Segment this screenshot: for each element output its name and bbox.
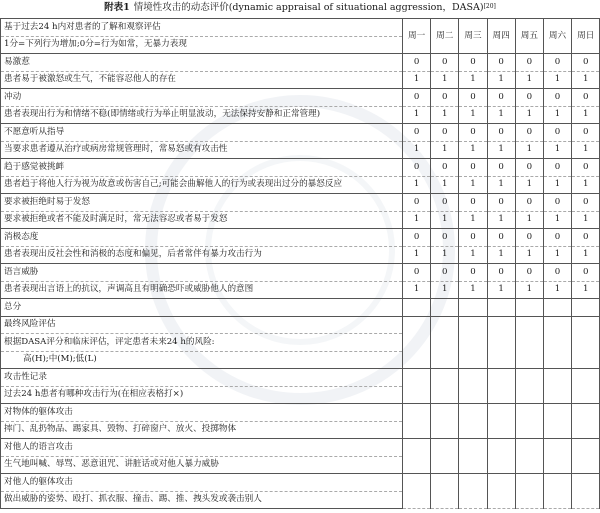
behavior-mark-cell[interactable] [515, 439, 543, 474]
item-score-1-day-cell[interactable]: 1 [403, 281, 431, 299]
behavior-mark-cell[interactable] [543, 404, 571, 439]
item-score-1-day-cell[interactable]: 1 [487, 176, 515, 194]
item-score-1-day-cell[interactable]: 1 [431, 281, 459, 299]
item-score-1-day-cell[interactable]: 1 [431, 106, 459, 124]
item-name: 趋于感觉被挑衅 [1, 159, 403, 177]
item-score-1-day-cell[interactable]: 1 [543, 106, 571, 124]
item-score-0-day-cell[interactable]: 0 [515, 264, 543, 282]
attack-record-instruction: 过去24 h患者有哪种攻击行为(在相应表格打×) [1, 386, 403, 404]
risk-title: 最终风险评估 [1, 316, 403, 334]
behavior-mark-cell[interactable] [487, 474, 515, 509]
day-header: 周日 [572, 19, 600, 54]
item-score-0-day-cell[interactable]: 0 [431, 124, 459, 142]
item-score-1-day-cell[interactable]: 1 [487, 106, 515, 124]
day-header: 周三 [459, 19, 487, 54]
total-score-day-cell[interactable] [487, 299, 515, 317]
item-score-0-day-cell[interactable]: 0 [543, 159, 571, 177]
item-name: 消极态度 [1, 229, 403, 247]
dasa-table [0, 18, 600, 509]
item-score-0-day-cell[interactable]: 0 [403, 89, 431, 107]
item-score-0-day-cell[interactable]: 0 [515, 54, 543, 72]
risk-levels: 高(H);中(M);低(L) [1, 351, 403, 369]
item-score-0-day-cell[interactable]: 0 [431, 229, 459, 247]
behavior-mark-cell[interactable] [459, 474, 487, 509]
behavior-mark-cell[interactable] [543, 474, 571, 509]
item-score-0-day-cell[interactable]: 0 [459, 264, 487, 282]
item-score-0-day-cell[interactable]: 0 [487, 229, 515, 247]
item-score-0-day-cell[interactable]: 0 [572, 229, 600, 247]
item-score-0-day-cell[interactable]: 0 [431, 264, 459, 282]
item-name: 易激惹 [1, 54, 403, 72]
item-score-1-day-cell[interactable]: 1 [459, 141, 487, 159]
caption-title: 情境性攻击的动态评价(dynamic appraisal of situational aggression，DASA) [133, 2, 484, 13]
item-score-1-day-cell[interactable]: 1 [459, 246, 487, 264]
attack-day-cell [431, 369, 459, 404]
behavior-description: 做出威胁的姿势、殴打、抓衣服、撞击、踢、推、拽头发或袭击别人 [1, 491, 403, 509]
item-description: 当要求患者遵从治疗或病房常规管理时，常易怒或有攻击性 [1, 141, 403, 159]
item-score-1-day-cell[interactable]: 1 [459, 281, 487, 299]
item-score-0-day-cell[interactable]: 0 [543, 194, 571, 212]
item-score-1-day-cell[interactable]: 1 [572, 71, 600, 89]
item-score-1-day-cell[interactable]: 1 [572, 106, 600, 124]
item-score-1-day-cell[interactable]: 1 [487, 71, 515, 89]
header-basis-text: 基于过去24 h内对患者的了解和观察评估 [1, 19, 403, 37]
attack-day-cell [403, 369, 431, 404]
item-score-0-day-cell[interactable]: 0 [543, 264, 571, 282]
item-description: 患者表现出言语上的抗议，声调高且有明确恐吓或威胁他人的意图 [1, 281, 403, 299]
attack-day-cell [487, 369, 515, 404]
item-score-1-day-cell[interactable]: 1 [403, 246, 431, 264]
item-score-1-day-cell[interactable]: 1 [572, 176, 600, 194]
item-score-0-day-cell[interactable]: 0 [459, 194, 487, 212]
item-score-1-day-cell[interactable]: 1 [543, 71, 571, 89]
attack-record-title: 攻击性记录 [1, 369, 403, 387]
behavior-name: 对物体的躯体攻击 [1, 404, 403, 422]
item-score-0-day-cell[interactable]: 0 [459, 54, 487, 72]
item-score-1-day-cell[interactable]: 1 [572, 211, 600, 229]
behavior-mark-cell[interactable] [572, 439, 600, 474]
risk-day-cell[interactable] [515, 316, 543, 369]
item-score-0-day-cell[interactable]: 0 [459, 159, 487, 177]
item-score-0-day-cell[interactable]: 0 [515, 194, 543, 212]
total-score-day-cell[interactable] [431, 299, 459, 317]
item-name: 冲动 [1, 89, 403, 107]
item-score-0-day-cell[interactable]: 0 [459, 89, 487, 107]
total-score-label: 总分 [1, 299, 403, 317]
item-score-1-day-cell[interactable]: 1 [403, 176, 431, 194]
item-name: 不愿意听从指导 [1, 124, 403, 142]
item-score-0-day-cell[interactable]: 0 [572, 194, 600, 212]
caption-label: 附表1 [104, 2, 130, 13]
item-description: 患者趋于将他人行为视为故意或伤害自己;可能会曲解他人的行为或表现出过分的暴怒反应 [1, 176, 403, 194]
item-score-1-day-cell[interactable]: 1 [572, 281, 600, 299]
behavior-name: 对他人的语言攻击 [1, 439, 403, 457]
behavior-mark-cell[interactable] [543, 439, 571, 474]
item-score-1-day-cell[interactable]: 1 [487, 211, 515, 229]
behavior-mark-cell[interactable] [403, 439, 431, 474]
behavior-mark-cell[interactable] [431, 474, 459, 509]
table-caption [0, 2, 600, 14]
item-score-0-day-cell[interactable]: 0 [403, 54, 431, 72]
item-score-0-day-cell[interactable]: 0 [543, 54, 571, 72]
day-header: 周六 [543, 19, 571, 54]
item-score-0-day-cell[interactable]: 0 [459, 124, 487, 142]
total-score-day-cell[interactable] [515, 299, 543, 317]
item-score-1-day-cell[interactable]: 1 [431, 246, 459, 264]
behavior-description: 生气地叫喊、辱骂、恶意诅咒、讲脏话或对他人暴力威胁 [1, 456, 403, 474]
item-score-0-day-cell[interactable]: 0 [459, 229, 487, 247]
item-score-1-day-cell[interactable]: 1 [515, 246, 543, 264]
caption-reference: [20] [483, 3, 496, 10]
item-score-0-day-cell[interactable]: 0 [403, 159, 431, 177]
item-score-1-day-cell[interactable]: 1 [543, 141, 571, 159]
total-score-day-cell[interactable] [543, 299, 571, 317]
item-score-0-day-cell[interactable]: 0 [431, 159, 459, 177]
item-score-1-day-cell[interactable]: 1 [431, 211, 459, 229]
day-header: 周五 [515, 19, 543, 54]
item-description: 要求被拒绝或者不能及时满足时，常无法容忍或者易于发怒 [1, 211, 403, 229]
risk-instruction: 根据DASA评分和临床评估，评定患者未来24 h的风险: [1, 334, 403, 352]
item-score-1-day-cell[interactable]: 1 [515, 211, 543, 229]
item-score-0-day-cell[interactable]: 0 [431, 194, 459, 212]
item-score-0-day-cell[interactable]: 0 [572, 264, 600, 282]
item-score-0-day-cell[interactable]: 0 [431, 54, 459, 72]
attack-day-cell [459, 369, 487, 404]
item-score-1-day-cell[interactable]: 1 [487, 141, 515, 159]
item-score-1-day-cell[interactable]: 1 [515, 176, 543, 194]
item-score-1-day-cell[interactable]: 1 [431, 71, 459, 89]
item-score-0-day-cell[interactable]: 0 [487, 194, 515, 212]
item-score-0-day-cell[interactable]: 0 [515, 124, 543, 142]
item-score-0-day-cell[interactable]: 0 [487, 54, 515, 72]
item-score-1-day-cell[interactable]: 1 [431, 141, 459, 159]
item-score-0-day-cell[interactable]: 0 [572, 124, 600, 142]
item-score-1-day-cell[interactable]: 1 [543, 246, 571, 264]
item-score-1-day-cell[interactable]: 1 [572, 141, 600, 159]
risk-day-cell[interactable] [543, 316, 571, 369]
behavior-mark-cell[interactable] [459, 404, 487, 439]
attack-day-cell [572, 369, 600, 404]
item-score-1-day-cell[interactable]: 1 [403, 141, 431, 159]
item-score-0-day-cell[interactable]: 0 [543, 89, 571, 107]
item-score-1-day-cell[interactable]: 1 [487, 246, 515, 264]
behavior-mark-cell[interactable] [431, 404, 459, 439]
item-description: 患者表现出反社会性和消极的态度和偏见，后者常伴有暴力攻击行为 [1, 246, 403, 264]
item-score-1-day-cell[interactable]: 1 [515, 106, 543, 124]
behavior-description: 摔门、乱扔物品、踢家具、毁物、打碎窗户、放火、投掷物体 [1, 421, 403, 439]
behavior-mark-cell[interactable] [572, 404, 600, 439]
item-score-1-day-cell[interactable]: 1 [543, 281, 571, 299]
item-score-0-day-cell[interactable]: 0 [572, 89, 600, 107]
item-score-1-day-cell[interactable]: 1 [515, 71, 543, 89]
item-score-0-day-cell[interactable]: 0 [403, 264, 431, 282]
item-score-0-day-cell[interactable]: 0 [572, 159, 600, 177]
behavior-mark-cell[interactable] [403, 404, 431, 439]
total-score-day-cell[interactable] [572, 299, 600, 317]
item-score-0-day-cell[interactable]: 0 [515, 159, 543, 177]
risk-day-cell[interactable] [403, 316, 431, 369]
total-score-day-cell[interactable] [403, 299, 431, 317]
item-score-1-day-cell[interactable]: 1 [543, 211, 571, 229]
item-score-0-day-cell[interactable]: 0 [487, 159, 515, 177]
behavior-mark-cell[interactable] [403, 474, 431, 509]
behavior-mark-cell[interactable] [515, 404, 543, 439]
item-score-0-day-cell[interactable]: 0 [543, 124, 571, 142]
item-score-1-day-cell[interactable]: 1 [403, 211, 431, 229]
item-score-1-day-cell[interactable]: 1 [459, 71, 487, 89]
item-score-0-day-cell[interactable]: 0 [487, 89, 515, 107]
day-header: 周二 [431, 19, 459, 54]
item-score-1-day-cell[interactable]: 1 [403, 71, 431, 89]
item-description: 患者易于被激怒或生气，不能容忍他人的存在 [1, 71, 403, 89]
item-score-1-day-cell[interactable]: 1 [403, 106, 431, 124]
item-score-1-day-cell[interactable]: 1 [459, 106, 487, 124]
item-score-1-day-cell[interactable]: 1 [487, 281, 515, 299]
item-score-0-day-cell[interactable]: 0 [403, 229, 431, 247]
attack-day-cell [543, 369, 571, 404]
item-name: 语言威胁 [1, 264, 403, 282]
behavior-mark-cell[interactable] [515, 474, 543, 509]
item-name: 要求被拒绝时易于发怒 [1, 194, 403, 212]
item-score-1-day-cell[interactable]: 1 [431, 176, 459, 194]
item-score-0-day-cell[interactable]: 0 [515, 229, 543, 247]
behavior-mark-cell[interactable] [459, 439, 487, 474]
item-score-1-day-cell[interactable]: 1 [515, 141, 543, 159]
behavior-mark-cell[interactable] [572, 474, 600, 509]
item-score-0-day-cell[interactable]: 0 [403, 124, 431, 142]
item-score-1-day-cell[interactable]: 1 [572, 246, 600, 264]
item-score-1-day-cell[interactable]: 1 [543, 176, 571, 194]
item-score-1-day-cell[interactable]: 1 [515, 281, 543, 299]
item-description: 患者表现出行为和情绪不稳(即情绪或行为举止明显波动，无法保持安静和正常管理) [1, 106, 403, 124]
item-score-0-day-cell[interactable]: 0 [572, 54, 600, 72]
item-score-0-day-cell[interactable]: 0 [403, 194, 431, 212]
behavior-mark-cell[interactable] [487, 404, 515, 439]
item-score-0-day-cell[interactable]: 0 [515, 89, 543, 107]
risk-day-cell[interactable] [459, 316, 487, 369]
behavior-mark-cell[interactable] [487, 439, 515, 474]
risk-day-cell[interactable] [572, 316, 600, 369]
risk-day-cell[interactable] [431, 316, 459, 369]
item-score-1-day-cell[interactable]: 1 [459, 211, 487, 229]
total-score-day-cell[interactable] [459, 299, 487, 317]
day-header: 周四 [487, 19, 515, 54]
item-score-0-day-cell[interactable]: 0 [487, 124, 515, 142]
item-score-0-day-cell[interactable]: 0 [487, 264, 515, 282]
behavior-mark-cell[interactable] [431, 439, 459, 474]
item-score-0-day-cell[interactable]: 0 [431, 89, 459, 107]
risk-day-cell[interactable] [487, 316, 515, 369]
item-score-1-day-cell[interactable]: 1 [459, 176, 487, 194]
item-score-0-day-cell[interactable]: 0 [543, 229, 571, 247]
attack-day-cell [515, 369, 543, 404]
header-scoring-rule: 1分=下列行为增加;0分=行为如常，无暴力表现 [1, 36, 403, 54]
day-header: 周一 [403, 19, 431, 54]
behavior-name: 对他人的躯体攻击 [1, 474, 403, 492]
